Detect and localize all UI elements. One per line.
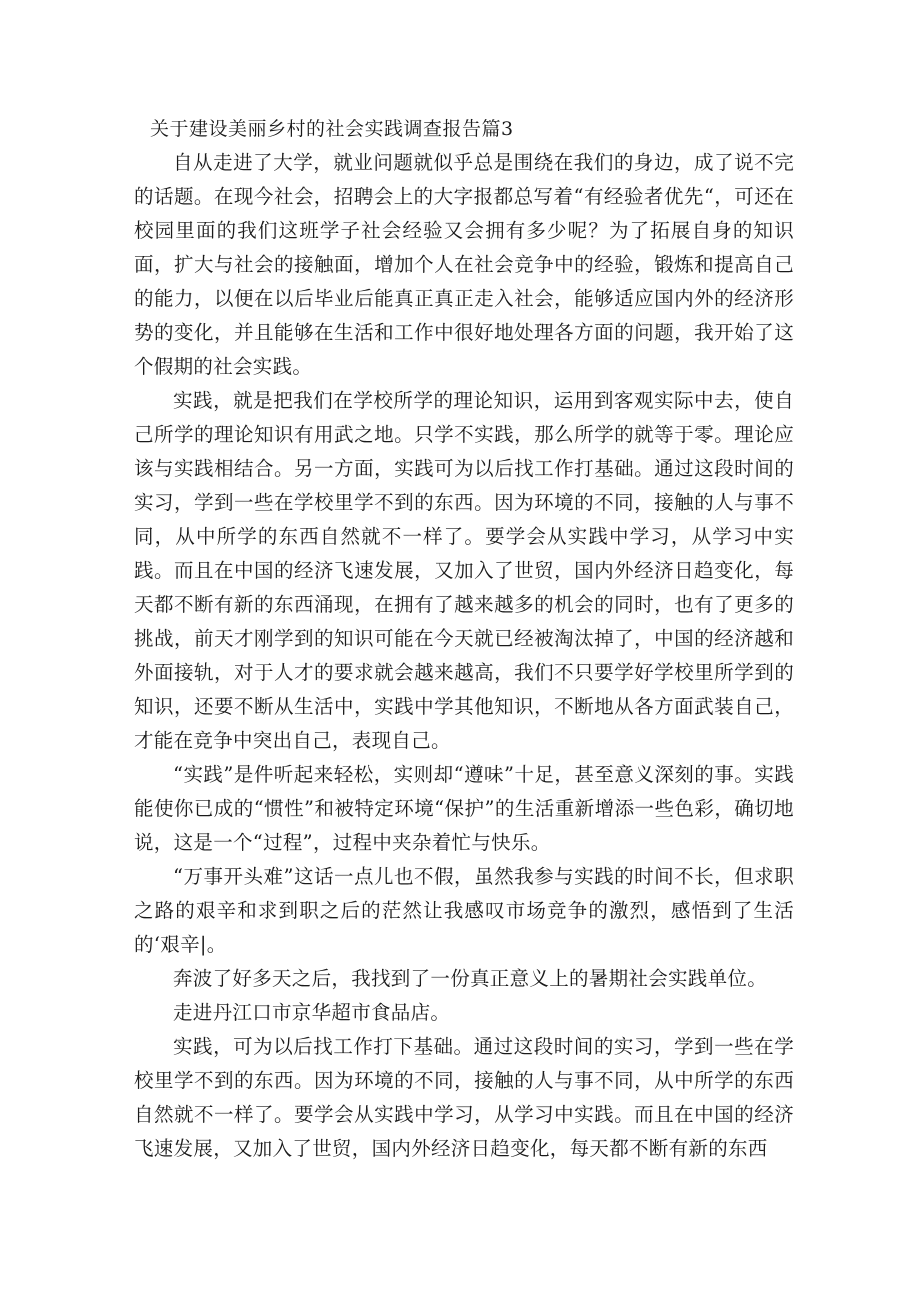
paragraph-4: “万事开头难”这话一点儿也不假，虽然我参与实践的时间不长，但求职之路的艰辛和求到职之后的茫然让我感叹市场竞争的激烈，感悟到了生活的‘艰辛|。 xyxy=(134,865,794,956)
paragraph-5: 奔波了好多天之后，我找到了一份真正意义上的暑期社会实践单位。 xyxy=(173,967,768,990)
paragraph-6: 走进丹江口市京华超市食品店。 xyxy=(173,1001,451,1024)
document-title: 关于建设美丽乡村的社会实践调查报告篇3 xyxy=(150,118,514,140)
paragraph-3: “实践”是件听起来轻松，实则却“遵味”十足，甚至意义深刻的事。实践能使你已成的“惯性”和被特定环境“保护”的生活重新增添一些色彩，确切地说，这是一个“过程”，过程中夹杂着忙与快乐。 xyxy=(134,763,794,854)
paragraph-2: 实践，就是把我们在学校所学的理论知识，运用到客观实际中去，使自己所学的理论知识有用武之地。只学不实践，那么所学的就等于零。理论应该与实践相结合。另一方面，实践可为以后找工作打基础。通过这段时间的实习，学到一些在学校里学不到的东西。因为环境的不同，接触的人与事不同，从中所学的东西自然就不一样了。要学会从实践中学习，从学习中实践。而且在中国的经济飞速发展，又加入了世贸，国内外经济日趋变化，每天都不断有新的东西涌现，在拥有了越来越多的机会的同时，也有了更多的挑战，前天才刚学到的知识可能在今天就已经被淘汰掉了，中国的经济越和外面接轨，对于人才的要求就会越来越高，我们不只要学好学校里所学到的知识，还要不断从生活中，实践中学其他知识，不断地从各方面武装自己，才能在竞争中突出自己，表现自己。 xyxy=(134,389,794,752)
paragraph-7: 实践，可为以后找工作打下基础。通过这段时间的实习，学到一些在学校里学不到的东西。因为环境的不同，接触的人与事不同，从中所学的东西自然就不一样了。要学会从实践中学习，从学习中实践。而且在中国的经济飞速发展，又加入了世贸，国内外经济日趋变化，每天都不断有新的东西 xyxy=(134,1035,794,1160)
document-body xyxy=(134,112,794,1166)
paragraph-1: 自从走进了大学，就业问题就似乎总是围绕在我们的身边，成了说不完的话题。在现今社会，招聘会上的大字报都总写着“有经验者优先“，可还在校园里面的我们这班学子社会经验又会拥有多少呢？为了拓展自身的知识面，扩大与社会的接触面，增加个人在社会竞争中的经验，锻炼和提高自己的能力，以便在以后毕业后能真正真正走入社会，能够适应国内外的经济形势的变化，并且能够在生活和工作中很好地处理各方面的问题，我开始了这个假期的社会实践。 xyxy=(134,151,794,378)
